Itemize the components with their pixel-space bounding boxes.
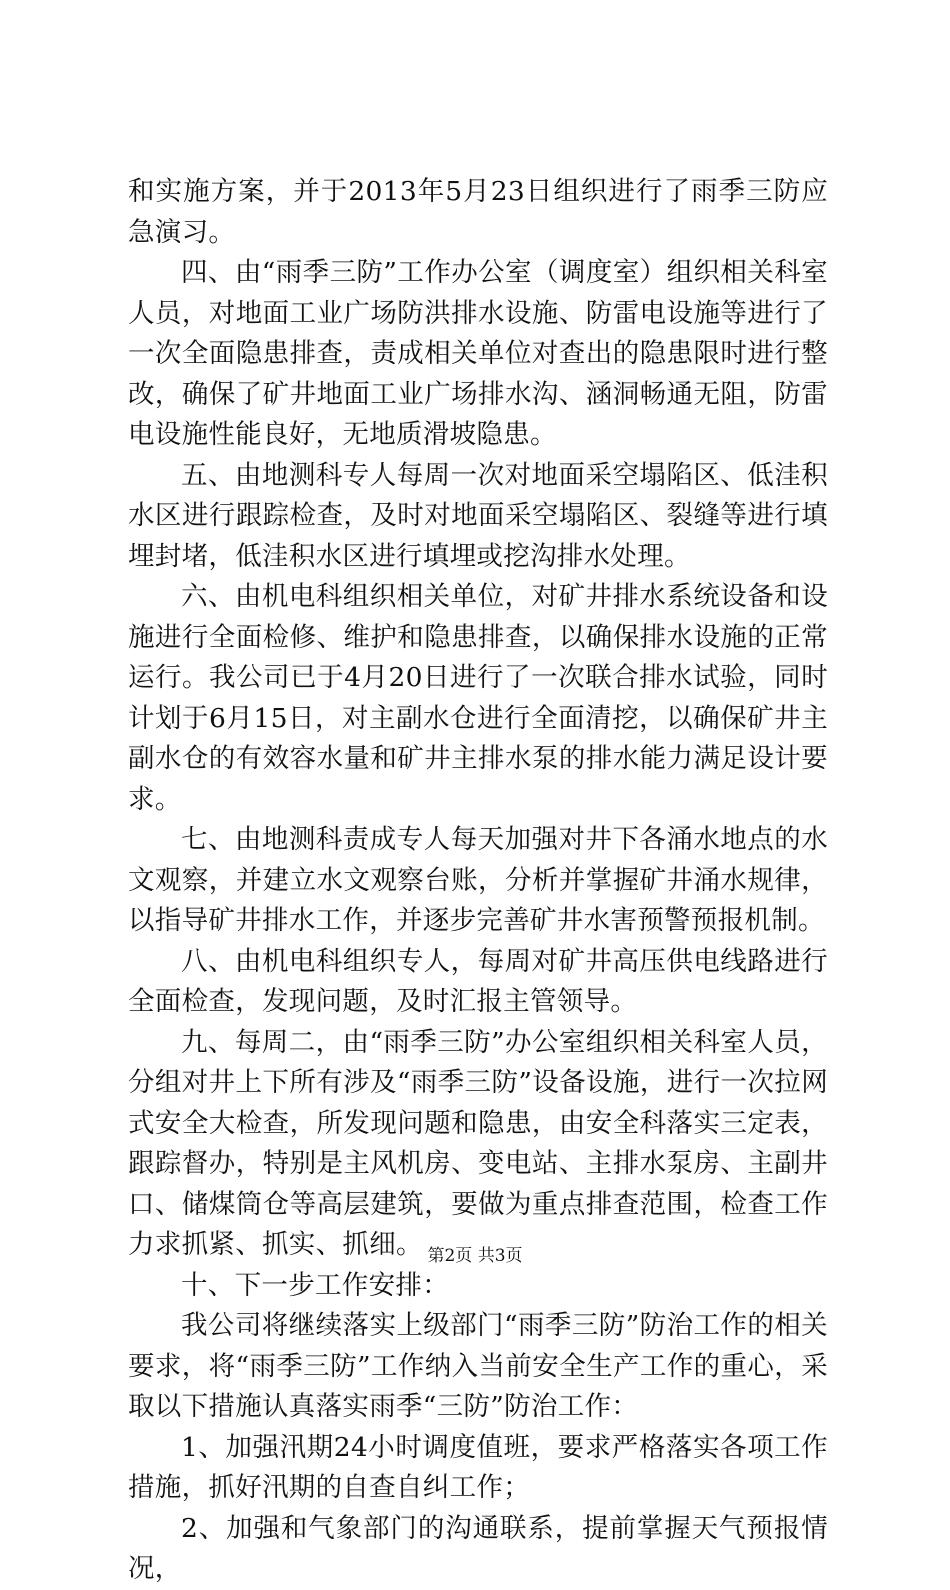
paragraph-3: 五、由地测科专人每周一次对地面采空塌陷区、低洼积水区进行跟踪检查，及时对地面采空塌陷区、裂缝等进行填埋封堵，低洼积水区进行填埋或挖沟排水处理。	[128, 459, 828, 572]
paragraph-6: 八、由机电科组织专人，每周对矿井高压供电线路进行全面检查，发现问题，及时汇报主管领导。	[128, 945, 828, 1017]
paragraph-9: 我公司将继续落实上级部门“雨季三防”防治工作的相关要求，将“雨季三防”工作纳入当前安全生产工作的重心，采取以下措施认真落实雨季“三防”防治工作：	[128, 1310, 828, 1422]
paragraph-8: 十、下一步工作安排：	[181, 1269, 449, 1301]
paragraph-7: 九、每周二，由“雨季三防”办公室组织相关科室人员，分组对井上下所有涉及“雨季三防”设备设施，进行一次拉网式安全大检查，所发现问题和隐患，由安全科落实三定表，跟踪督办，特别是主风机房、变电站、主排水泵房、主副井口、储煤筒仓等高层建筑，要做为重点排查范围，检查工作力求抓紧、抓实、抓细。	[128, 1026, 828, 1260]
paragraph-10: 1、加强汛期24小时调度值班，要求严格落实各项工作措施，抓好汛期的自查自纠工作；	[128, 1431, 828, 1503]
paragraph-4: 六、由机电科组织相关单位，对矿井排水系统设备和设施进行全面检修、维护和隐患排查，以确保排水设施的正常运行。我公司已于4月20日进行了一次联合排水试验，同时计划于6月15日，对主副水仓进行全面清挖，以确保矿井主副水仓的有效容水量和矿井主排水泵的排水能力满足设计要求。	[128, 581, 828, 815]
paragraph-1: 和实施方案，并于2013年5月23日组织进行了雨季三防应急演习。	[128, 176, 828, 248]
paragraph-2: 四、由“雨季三防”工作办公室（调度室）组织相关科室人员，对地面工业广场防洪排水设施、防雷电设施等进行了一次全面隐患排查，责成相关单位对查出的隐患限时进行整改，确保了矿井地面工业广场排水沟、涵洞畅通无阻，防雷电设施性能良好，无地质滑坡隐患。	[128, 257, 828, 450]
page-footer: 第2页 共3页	[427, 1246, 523, 1266]
document-body	[128, 172, 828, 1590]
paragraph-5: 七、由地测科责成专人每天加强对井下各涌水地点的水文观察，并建立水文观察台账，分析并掌握矿井涌水规律，以指导矿井排水工作，并逐步完善矿井水害预警预报机制。	[128, 824, 828, 936]
paragraph-11: 2、加强和气象部门的沟通联系，提前掌握天气预报情况，	[128, 1512, 828, 1584]
